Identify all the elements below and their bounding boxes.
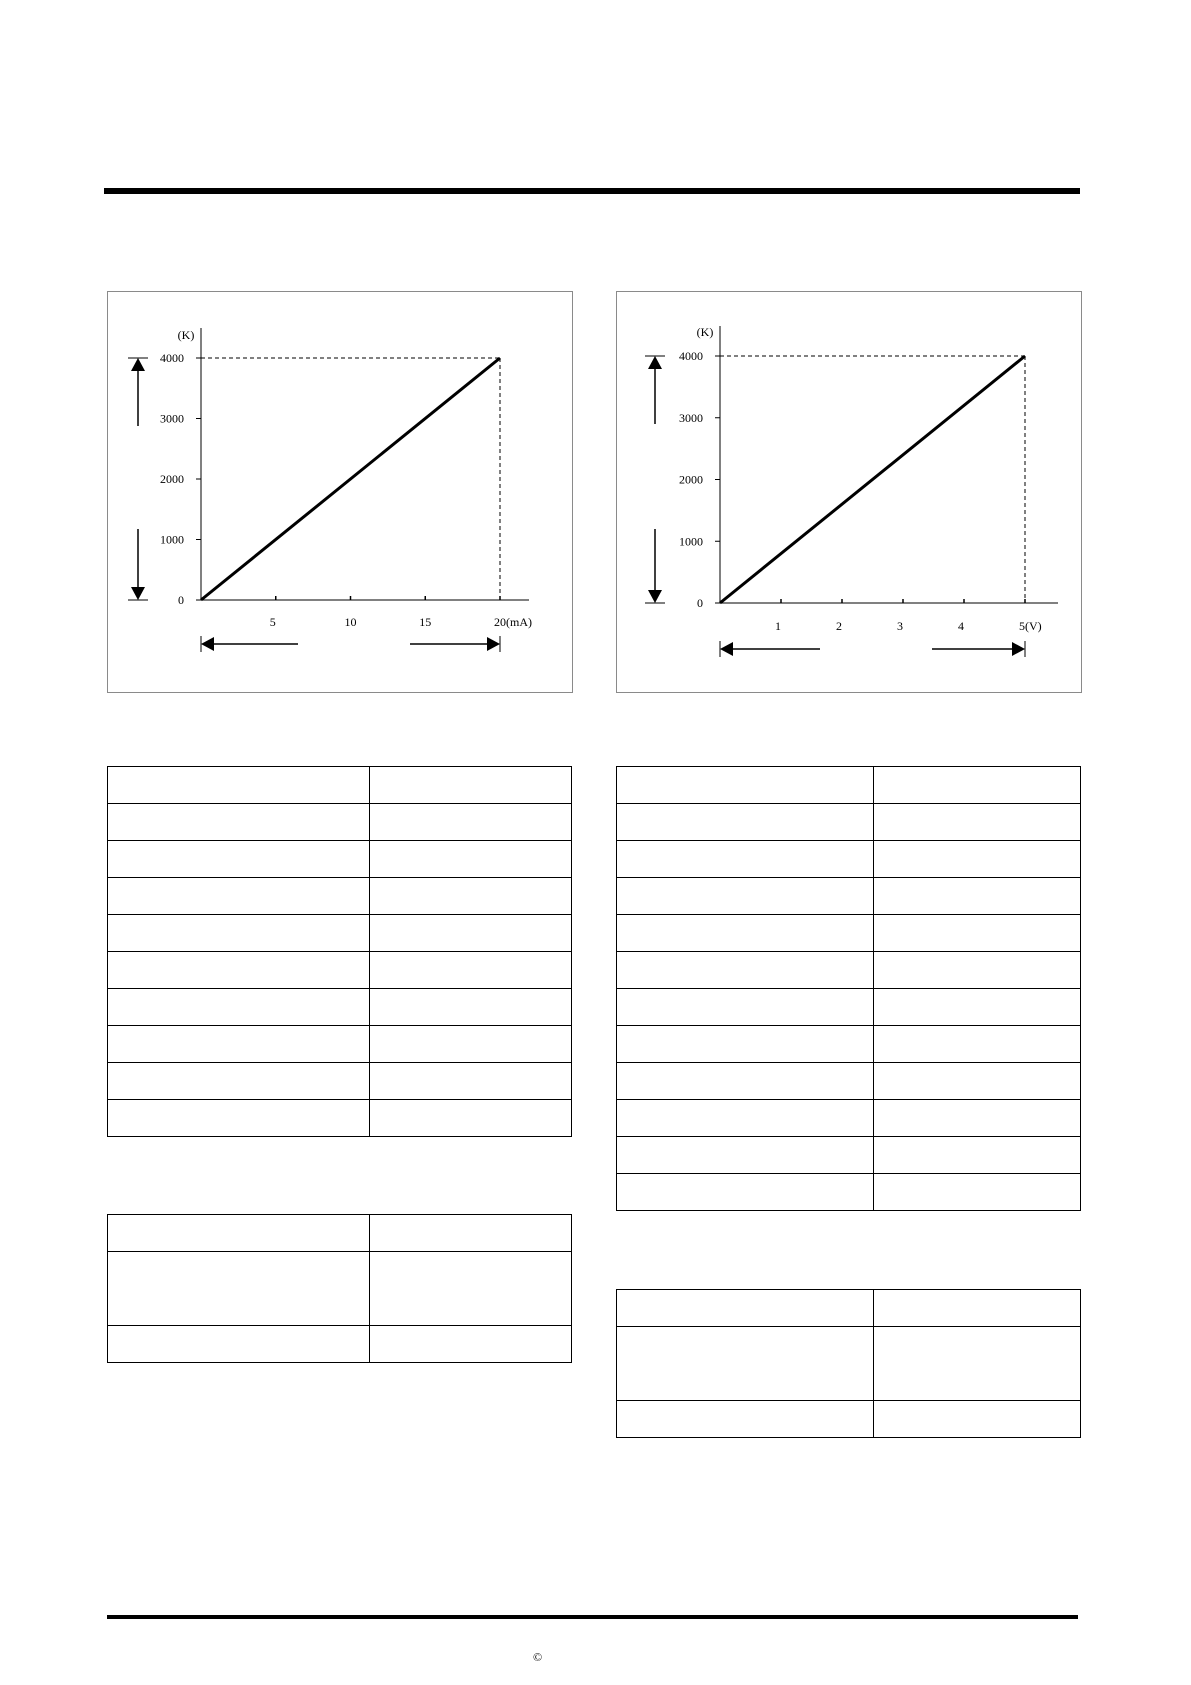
table-row [108,841,572,878]
table-cell [874,878,1081,915]
table-right-main [616,766,1081,1211]
table-cell [617,1026,874,1063]
table-row [617,1174,1081,1211]
table-cell [617,1137,874,1174]
table-row [617,841,1081,878]
header-rule [104,188,1080,194]
table-left-main [107,766,572,1137]
table-cell [874,989,1081,1026]
table-cell [874,1290,1081,1327]
table-cell [617,952,874,989]
table-row [617,1327,1081,1401]
series-line [201,358,500,600]
y-tick-label: 3000 [679,410,703,425]
table-cell [617,1401,874,1438]
y-tick-label: 1000 [679,534,703,549]
table-row [108,952,572,989]
y-tick-label: 0 [178,593,184,607]
table-row [617,915,1081,952]
table-row [617,804,1081,841]
arrow-up-icon [648,356,662,369]
table-right-main-body [617,767,1081,1211]
x-tick-label: 10 [344,615,357,629]
chart-panel-voltage [616,291,1082,693]
y-tick-label: 4000 [160,351,184,365]
table-cell [874,952,1081,989]
table-cell [370,1326,572,1363]
table-row [617,1100,1081,1137]
table-row [108,915,572,952]
table-row [617,1063,1081,1100]
arrow-down-icon [131,587,145,600]
table-cell [874,915,1081,952]
chart-panel-current [107,291,573,693]
arrow-right-icon [487,637,500,651]
table-cell [370,767,572,804]
table-cell [617,878,874,915]
table-cell [874,1026,1081,1063]
table-cell [874,804,1081,841]
table-cell [370,989,572,1026]
table-row [617,1290,1081,1327]
table-cell [370,1026,572,1063]
table-cell [108,1326,370,1363]
y-unit-label: (K) [177,328,195,342]
table-cell [108,804,370,841]
table-cell [874,1063,1081,1100]
arrow-up-icon [131,358,145,371]
table-cell [108,1252,370,1326]
table-cell [874,767,1081,804]
chart-voltage-to-kelvin [617,292,1081,692]
table-cell [370,1100,572,1137]
table-row [108,989,572,1026]
table-cell [370,878,572,915]
table-cell [617,1327,874,1401]
x-tick-label: 15 [419,615,432,629]
table-cell [370,1252,572,1326]
table-cell [108,1063,370,1100]
y-tick-label: 2000 [160,472,184,486]
table-row [617,1137,1081,1174]
table-cell [108,1100,370,1137]
x-tick-label: 5 [269,615,276,629]
arrow-down-icon [648,590,662,603]
table-cell [617,841,874,878]
table-cell [874,1100,1081,1137]
table-row [108,878,572,915]
y-tick-label: 2000 [679,472,703,487]
x-tick-label: 2 [836,619,842,633]
table-left-secondary [107,1214,572,1363]
table-cell [617,767,874,804]
table-row [108,804,572,841]
table-cell [617,1290,874,1327]
table-cell [370,1063,572,1100]
table-row [108,1215,572,1252]
table-row [108,1252,572,1326]
table-row [617,952,1081,989]
table-row [108,1326,572,1363]
table-row [108,767,572,804]
table-cell [108,1026,370,1063]
table-cell [370,804,572,841]
y-tick-label: 3000 [160,411,184,426]
table-row [617,1026,1081,1063]
table-cell [617,1063,874,1100]
x-tick-label: 3 [897,619,903,633]
series-line [720,356,1025,603]
table-cell [108,841,370,878]
table-cell [108,989,370,1026]
table-right-secondary [616,1289,1081,1438]
table-cell [617,915,874,952]
arrow-right-icon [1012,642,1025,656]
chart-current-to-kelvin [108,292,572,692]
table-cell [370,841,572,878]
copyright-symbol: © [533,1650,543,1664]
table-cell [108,1215,370,1252]
table-cell [874,1327,1081,1401]
table-left-secondary-body [108,1215,572,1363]
table-row [617,878,1081,915]
table-row [617,1401,1081,1438]
table-row [617,767,1081,804]
table-right-secondary-body [617,1290,1081,1438]
y-unit-label: (K) [696,325,714,339]
table-cell [108,767,370,804]
arrow-left-icon [201,637,214,651]
table-cell [108,915,370,952]
table-row [108,1026,572,1063]
table-cell [617,989,874,1026]
table-cell [370,1215,572,1252]
table-cell [617,1100,874,1137]
y-tick-label: 1000 [160,532,184,547]
table-cell [874,1137,1081,1174]
table-cell [874,1174,1081,1211]
footer-rule [107,1615,1078,1619]
arrow-left-icon [720,642,733,656]
table-cell [617,1174,874,1211]
y-tick-label: 0 [697,596,703,610]
table-cell [108,952,370,989]
table-cell [370,952,572,989]
table-row [617,989,1081,1026]
x-tick-label: 1 [775,619,781,633]
table-cell [874,841,1081,878]
y-tick-label: 4000 [679,349,703,363]
table-cell [108,878,370,915]
x-tick-label: 20(mA) [494,615,532,629]
table-left-main-body [108,767,572,1137]
table-cell [874,1401,1081,1438]
x-tick-label: 5(V) [1019,619,1042,633]
table-row [108,1100,572,1137]
x-tick-label: 4 [958,619,964,633]
table-cell [617,804,874,841]
table-row [108,1063,572,1100]
table-cell [370,915,572,952]
